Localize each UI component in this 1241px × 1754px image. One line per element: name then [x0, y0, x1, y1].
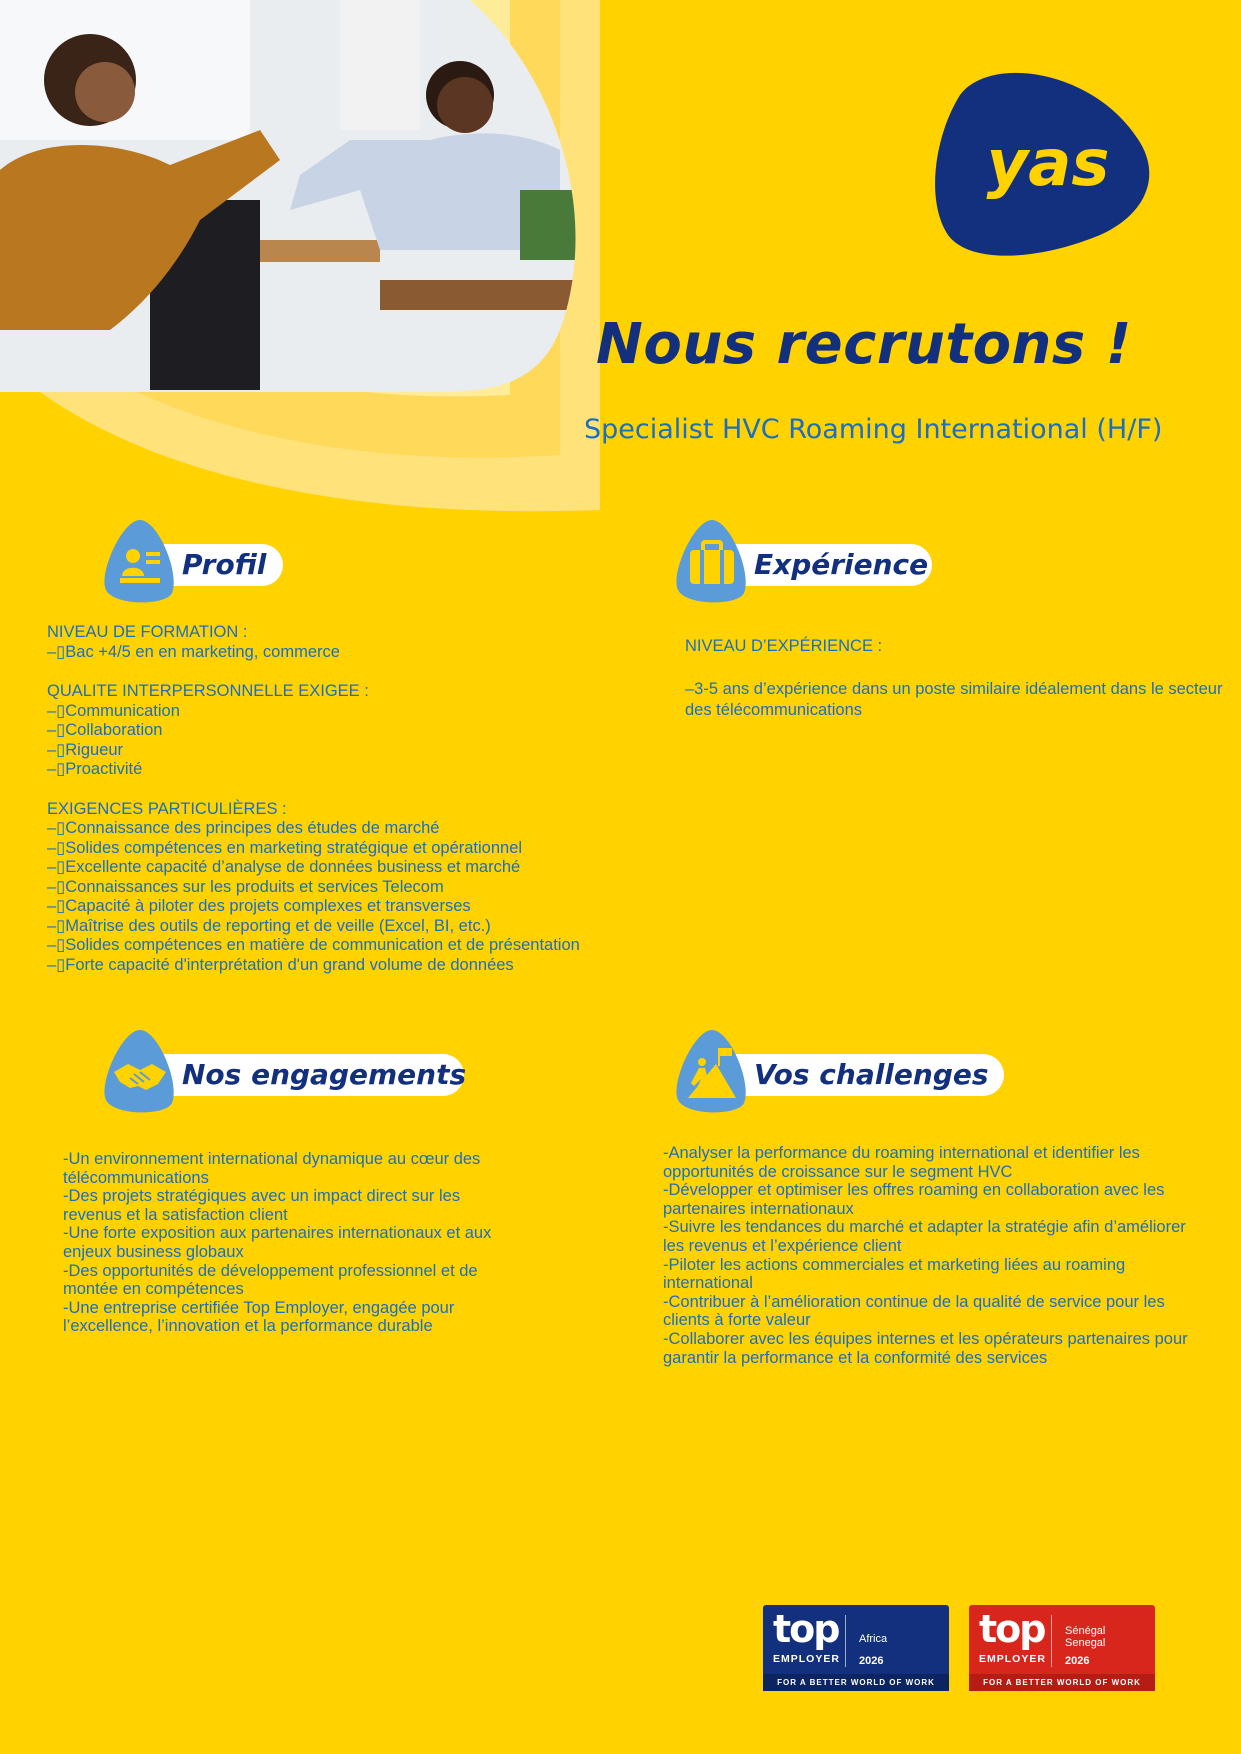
list-item: –▯Rigueur [47, 740, 124, 759]
list-item: -Piloter les actions commerciales et marketing liées au roaming international [663, 1255, 1126, 1293]
id-card-icon [100, 518, 180, 608]
section-engagements-heading [100, 1028, 470, 1118]
list-item: -Développer et optimiser les offres roaming en collaboration avec les partenaires internationaux [663, 1181, 1165, 1218]
list-item: –▯Excellente capacité d’analyse de données business et marché [47, 858, 521, 876]
challenges-text [663, 1144, 1203, 1367]
badge-region: Africa [859, 1633, 888, 1645]
badge-employer: EMPLOYER [773, 1653, 840, 1665]
challenges-heading-label: Vos challenges [754, 1058, 989, 1091]
list-item: -Une entreprise certifiée Top Employer, engagée pour l’excellence, l’innovation et la performance durable [63, 1298, 455, 1336]
badge-footer: FOR A BETTER WORLD OF WORK [763, 1674, 949, 1691]
formation-title: NIVEAU DE FORMATION : [47, 623, 248, 641]
engagements-heading-label: Nos engagements [182, 1058, 467, 1091]
profil-heading-label: Profil [182, 548, 267, 581]
list-item: –▯Bac +4/5 en en marketing, commerce [47, 642, 340, 661]
experience-heading-label: Expérience [754, 548, 929, 581]
logo-text: yas [986, 127, 1110, 201]
profil-text [47, 623, 647, 975]
list-item: –▯Collaboration [47, 721, 163, 739]
list-item: -Suivre les tendances du marché et adapter la stratégie afin d’améliorer les revenus et l’expérience client [663, 1218, 1186, 1255]
list-item: –▯Forte capacité d'interprétation d'un grand volume de données [47, 955, 514, 974]
suitcase-icon [672, 518, 752, 608]
list-item: -Un environnement international dynamique au cœur des télécommunications [63, 1150, 481, 1187]
badge-year: 2026 [1065, 1655, 1090, 1667]
list-item: –▯Solides compétences en marketing stratégique et opérationnel [47, 838, 523, 857]
list-item: -Contribuer à l’amélioration continue de la qualité de service pour les clients à forte valeur [663, 1292, 1165, 1330]
hero-photo [0, 0, 580, 395]
badge-footer: FOR A BETTER WORLD OF WORK [969, 1674, 1155, 1691]
job-title: Specialist HVC Roaming International (H/F) [584, 414, 1163, 445]
badge-top-word: top [979, 1607, 1045, 1651]
list-item: –▯Maîtrise des outils de reporting et de veille (Excel, BI, etc.) [47, 916, 491, 935]
list-item: –▯Communication [47, 701, 180, 720]
list-item: -Des projets stratégiques avec un impact direct sur les revenus et la satisfaction client [63, 1187, 461, 1224]
list-item: -Collaborer avec les équipes internes et les opérateurs partenaires pour garantir la performance et la conformité des services [663, 1329, 1188, 1367]
badge-employer: EMPLOYER [979, 1653, 1046, 1665]
brand-logo [930, 65, 1160, 265]
list-item: -Analyser la performance du roaming international et identifier les opportunités de croissance sur le segment HVC [663, 1144, 1140, 1181]
climber-flag-icon [672, 1028, 752, 1118]
badge-year: 2026 [859, 1655, 884, 1667]
experience-text [685, 636, 1225, 721]
list-item: -Une forte exposition aux partenaires internationaux et aux enjeux business globaux [63, 1224, 492, 1261]
engagements-text [63, 1150, 513, 1336]
section-experience-heading [672, 518, 942, 608]
section-challenges-heading [672, 1028, 1012, 1118]
experience-title: NIVEAU D’EXPÉRIENCE : [685, 637, 883, 655]
top-employer-badge-senegal [969, 1605, 1155, 1691]
list-item: –▯Connaissance des principes des études de marché [47, 819, 440, 837]
list-item: –▯Capacité à piloter des projets complexes et transverses [47, 897, 471, 915]
section-profil-heading [100, 518, 300, 608]
handshake-icon [100, 1028, 180, 1118]
list-item: –▯Solides compétences en matière de communication et de présentation [47, 936, 580, 954]
experience-value: –3-5 ans d’expérience dans un poste similaire idéalement dans le secteur des télécommunications [685, 680, 1223, 719]
list-item: –▯Proactivité [47, 760, 143, 778]
qualite-title: QUALITE INTERPERSONNELLE EXIGEE : [47, 682, 369, 700]
badge-region: Sénégal Senegal [1065, 1625, 1106, 1649]
list-item: –▯Connaissances sur les produits et services Telecom [47, 877, 444, 896]
list-item: -Des opportunités de développement professionnel et de montée en compétences [63, 1261, 478, 1299]
top-employer-badge-africa [763, 1605, 949, 1691]
headline: Nous recrutons ! [596, 312, 1132, 377]
badge-top-word: top [773, 1607, 839, 1651]
exigences-title: EXIGENCES PARTICULIÈRES : [47, 799, 287, 818]
